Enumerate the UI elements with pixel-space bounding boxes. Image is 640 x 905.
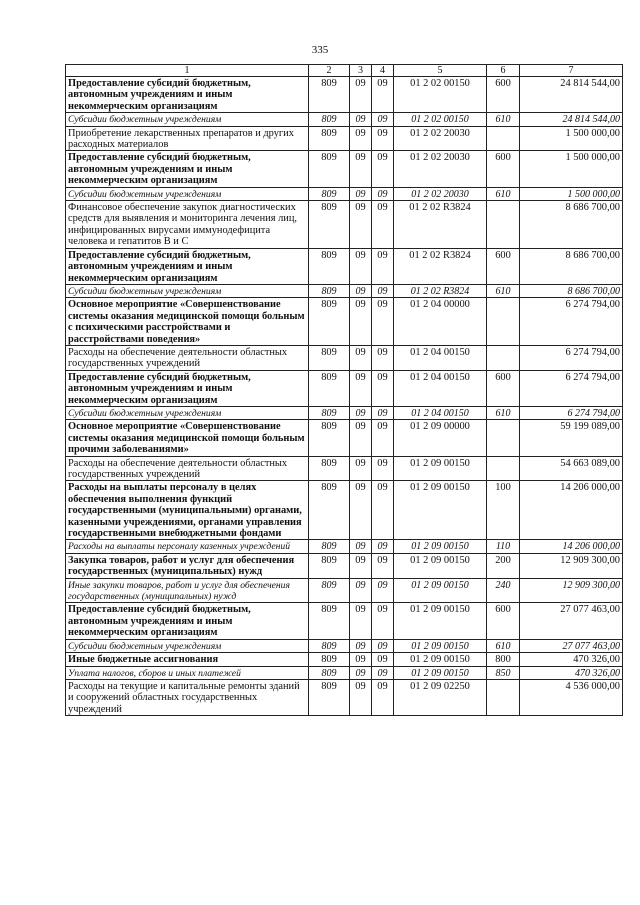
row-code-3: 09 — [350, 666, 372, 679]
row-name: Уплата налогов, сборов и иных платежей — [66, 666, 309, 679]
row-code-3: 09 — [350, 653, 372, 666]
row-code-6: 610 — [487, 113, 520, 126]
row-amount: 14 206 000,00 — [520, 481, 623, 540]
row-name: Субсидии бюджетным учреждениям — [66, 406, 309, 419]
table-row — [66, 603, 623, 639]
row-name: Финансовое обеспечение закупок диагностических средств для выявления и мониторинга лечения лиц, инфицированных вирусами иммунодефицита человека и гепатитов В и С — [66, 201, 309, 249]
row-code-2: 809 — [309, 679, 350, 715]
row-code-5: 01 2 09 02250 — [394, 679, 487, 715]
row-code-5: 01 2 09 00000 — [394, 420, 487, 456]
row-amount: 4 536 000,00 — [520, 679, 623, 715]
row-code-5: 01 2 02 20030 — [394, 126, 487, 151]
row-amount: 470 326,00 — [520, 653, 623, 666]
table-row — [66, 77, 623, 113]
row-code-3: 09 — [350, 113, 372, 126]
table-row — [66, 406, 623, 419]
row-amount: 24 814 544,00 — [520, 113, 623, 126]
row-name: Закупка товаров, работ и услуг для обеспечения государственных (муниципальных) нужд — [66, 553, 309, 578]
row-code-4: 09 — [372, 653, 394, 666]
row-code-4: 09 — [372, 284, 394, 297]
row-code-3: 09 — [350, 298, 372, 346]
row-amount: 59 199 089,00 — [520, 420, 623, 456]
row-amount: 27 077 463,00 — [520, 603, 623, 639]
row-code-3: 09 — [350, 345, 372, 370]
row-code-6 — [487, 456, 520, 481]
row-amount: 470 326,00 — [520, 666, 623, 679]
row-code-6: 600 — [487, 151, 520, 187]
row-code-2: 809 — [309, 406, 350, 419]
row-code-6: 610 — [487, 187, 520, 200]
row-code-2: 809 — [309, 370, 350, 406]
row-name: Расходы на выплаты персоналу казенных учреждений — [66, 540, 309, 553]
row-amount: 1 500 000,00 — [520, 151, 623, 187]
row-code-2: 809 — [309, 284, 350, 297]
row-code-5: 01 2 02 00150 — [394, 113, 487, 126]
row-code-3: 09 — [350, 540, 372, 553]
row-code-2: 809 — [309, 126, 350, 151]
table-row — [66, 666, 623, 679]
row-code-6: 610 — [487, 406, 520, 419]
row-code-5: 01 2 04 00000 — [394, 298, 487, 346]
row-code-2: 809 — [309, 653, 350, 666]
row-name: Предоставление субсидий бюджетным, автономным учреждениям и иным некоммерческим организациям — [66, 151, 309, 187]
row-code-2: 809 — [309, 603, 350, 639]
row-code-4: 09 — [372, 603, 394, 639]
row-code-6: 240 — [487, 578, 520, 603]
row-code-5: 01 2 04 00150 — [394, 345, 487, 370]
row-code-3: 09 — [350, 187, 372, 200]
table-row — [66, 540, 623, 553]
row-code-6: 800 — [487, 653, 520, 666]
table-row — [66, 284, 623, 297]
row-name: Субсидии бюджетным учреждениям — [66, 187, 309, 200]
row-amount: 6 274 794,00 — [520, 345, 623, 370]
row-code-6: 610 — [487, 639, 520, 652]
row-name: Предоставление субсидий бюджетным, автономным учреждениям и иным некоммерческим организациям — [66, 248, 309, 284]
row-code-4: 09 — [372, 248, 394, 284]
row-code-4: 09 — [372, 151, 394, 187]
column-header-2: 2 — [309, 65, 350, 77]
column-header-3: 3 — [350, 65, 372, 77]
table-header-row — [66, 65, 623, 77]
row-code-5: 01 2 02 R3824 — [394, 284, 487, 297]
row-name: Иные закупки товаров, работ и услуг для обеспечения государственных (муниципальных) нужд — [66, 578, 309, 603]
column-header-6: 6 — [487, 65, 520, 77]
row-code-4: 09 — [372, 420, 394, 456]
row-name: Расходы на выплаты персоналу в целях обеспечения выполнения функций государственными (муниципальными) органами, казенными учреждениями, органами управления государственными внебюджетными фондами — [66, 481, 309, 540]
row-code-2: 809 — [309, 298, 350, 346]
row-code-2: 809 — [309, 481, 350, 540]
row-name: Расходы на обеспечение деятельности областных государственных учреждений — [66, 456, 309, 481]
column-header-1: 1 — [66, 65, 309, 77]
row-code-5: 01 2 09 00150 — [394, 653, 487, 666]
table-row — [66, 370, 623, 406]
row-code-2: 809 — [309, 187, 350, 200]
row-name: Субсидии бюджетным учреждениям — [66, 639, 309, 652]
column-header-7: 7 — [520, 65, 623, 77]
row-code-4: 09 — [372, 298, 394, 346]
table-row — [66, 126, 623, 151]
table-row — [66, 201, 623, 249]
row-name: Иные бюджетные ассигнования — [66, 653, 309, 666]
row-code-3: 09 — [350, 639, 372, 652]
row-code-4: 09 — [372, 406, 394, 419]
row-code-6: 100 — [487, 481, 520, 540]
row-code-4: 09 — [372, 201, 394, 249]
row-code-4: 09 — [372, 187, 394, 200]
table-row — [66, 420, 623, 456]
row-name: Предоставление субсидий бюджетным, автономным учреждениям и иным некоммерческим организациям — [66, 370, 309, 406]
row-name: Приобретение лекарственных препаратов и других расходных материалов — [66, 126, 309, 151]
row-code-2: 809 — [309, 540, 350, 553]
row-name: Субсидии бюджетным учреждениям — [66, 284, 309, 297]
table-row — [66, 187, 623, 200]
table-row — [66, 578, 623, 603]
table-row — [66, 113, 623, 126]
row-amount: 1 500 000,00 — [520, 187, 623, 200]
row-code-2: 809 — [309, 113, 350, 126]
row-amount: 1 500 000,00 — [520, 126, 623, 151]
table-row — [66, 151, 623, 187]
row-code-6 — [487, 420, 520, 456]
row-code-5: 01 2 04 00150 — [394, 370, 487, 406]
row-amount: 27 077 463,00 — [520, 639, 623, 652]
row-code-4: 09 — [372, 666, 394, 679]
row-code-4: 09 — [372, 113, 394, 126]
row-code-4: 09 — [372, 540, 394, 553]
row-code-2: 809 — [309, 666, 350, 679]
row-code-4: 09 — [372, 578, 394, 603]
row-name: Основное мероприятие «Совершенствование системы оказания медицинской помощи больным с психическими расстройствами и расстройствами поведения» — [66, 298, 309, 346]
row-code-6: 110 — [487, 540, 520, 553]
row-amount: 12 909 300,00 — [520, 553, 623, 578]
row-name: Расходы на текущие и капитальные ремонты зданий и сооружений областных государственных учреждений — [66, 679, 309, 715]
row-code-5: 01 2 09 00150 — [394, 481, 487, 540]
table-row — [66, 248, 623, 284]
row-code-4: 09 — [372, 345, 394, 370]
row-amount: 8 686 700,00 — [520, 201, 623, 249]
row-code-6: 610 — [487, 284, 520, 297]
row-code-3: 09 — [350, 201, 372, 249]
row-code-5: 01 2 02 R3824 — [394, 248, 487, 284]
row-code-4: 09 — [372, 456, 394, 481]
row-code-2: 809 — [309, 248, 350, 284]
row-code-6: 850 — [487, 666, 520, 679]
row-code-4: 09 — [372, 679, 394, 715]
row-code-6 — [487, 298, 520, 346]
row-code-5: 01 2 09 00150 — [394, 578, 487, 603]
row-code-5: 01 2 02 20030 — [394, 187, 487, 200]
row-name: Предоставление субсидий бюджетным, автономным учреждениям и иным некоммерческим организациям — [66, 603, 309, 639]
row-code-3: 09 — [350, 126, 372, 151]
row-code-6 — [487, 126, 520, 151]
table-row — [66, 481, 623, 540]
row-code-3: 09 — [350, 77, 372, 113]
row-code-4: 09 — [372, 77, 394, 113]
row-code-3: 09 — [350, 284, 372, 297]
row-code-3: 09 — [350, 406, 372, 419]
row-amount: 54 663 089,00 — [520, 456, 623, 481]
row-code-3: 09 — [350, 420, 372, 456]
row-code-3: 09 — [350, 578, 372, 603]
row-code-3: 09 — [350, 679, 372, 715]
table-row — [66, 456, 623, 481]
row-code-3: 09 — [350, 456, 372, 481]
table-row — [66, 345, 623, 370]
row-code-6: 600 — [487, 370, 520, 406]
row-name: Предоставление субсидий бюджетным, автономным учреждениям и иным некоммерческим организациям — [66, 77, 309, 113]
table-row — [66, 639, 623, 652]
row-code-2: 809 — [309, 77, 350, 113]
row-code-5: 01 2 02 R3824 — [394, 201, 487, 249]
row-code-4: 09 — [372, 126, 394, 151]
row-amount: 12 909 300,00 — [520, 578, 623, 603]
row-amount: 24 814 544,00 — [520, 77, 623, 113]
row-code-2: 809 — [309, 420, 350, 456]
row-code-3: 09 — [350, 151, 372, 187]
row-code-3: 09 — [350, 481, 372, 540]
column-header-4: 4 — [372, 65, 394, 77]
row-amount: 14 206 000,00 — [520, 540, 623, 553]
row-code-3: 09 — [350, 248, 372, 284]
row-code-5: 01 2 09 00150 — [394, 666, 487, 679]
row-code-4: 09 — [372, 481, 394, 540]
row-code-5: 01 2 09 00150 — [394, 553, 487, 578]
row-name: Основное мероприятие «Совершенствование системы оказания медицинской помощи больным прочими заболеваниями» — [66, 420, 309, 456]
row-code-6 — [487, 679, 520, 715]
row-code-2: 809 — [309, 578, 350, 603]
row-code-2: 809 — [309, 456, 350, 481]
table-body — [66, 65, 623, 716]
row-name: Субсидии бюджетным учреждениям — [66, 113, 309, 126]
row-amount: 8 686 700,00 — [520, 248, 623, 284]
row-code-4: 09 — [372, 370, 394, 406]
row-code-2: 809 — [309, 639, 350, 652]
row-code-6 — [487, 345, 520, 370]
row-code-5: 01 2 04 00150 — [394, 406, 487, 419]
row-code-5: 01 2 02 00150 — [394, 77, 487, 113]
budget-table — [65, 64, 623, 716]
row-code-6: 600 — [487, 77, 520, 113]
row-code-6: 600 — [487, 248, 520, 284]
row-code-3: 09 — [350, 370, 372, 406]
row-code-3: 09 — [350, 553, 372, 578]
row-name: Расходы на обеспечение деятельности областных государственных учреждений — [66, 345, 309, 370]
row-code-6: 600 — [487, 603, 520, 639]
row-amount: 6 274 794,00 — [520, 370, 623, 406]
row-amount: 6 274 794,00 — [520, 406, 623, 419]
row-code-4: 09 — [372, 639, 394, 652]
table-row — [66, 298, 623, 346]
column-header-5: 5 — [394, 65, 487, 77]
row-code-4: 09 — [372, 553, 394, 578]
row-code-5: 01 2 02 20030 — [394, 151, 487, 187]
row-amount: 6 274 794,00 — [520, 298, 623, 346]
row-code-5: 01 2 09 00150 — [394, 603, 487, 639]
table-row — [66, 553, 623, 578]
row-code-2: 809 — [309, 201, 350, 249]
row-code-2: 809 — [309, 151, 350, 187]
row-code-2: 809 — [309, 553, 350, 578]
row-code-6: 200 — [487, 553, 520, 578]
row-code-3: 09 — [350, 603, 372, 639]
row-code-6 — [487, 201, 520, 249]
row-code-5: 01 2 09 00150 — [394, 639, 487, 652]
row-code-5: 01 2 09 00150 — [394, 456, 487, 481]
row-amount: 8 686 700,00 — [520, 284, 623, 297]
page-number: 335 — [311, 44, 329, 56]
row-code-5: 01 2 09 00150 — [394, 540, 487, 553]
table-row — [66, 653, 623, 666]
table-row — [66, 679, 623, 715]
row-code-2: 809 — [309, 345, 350, 370]
